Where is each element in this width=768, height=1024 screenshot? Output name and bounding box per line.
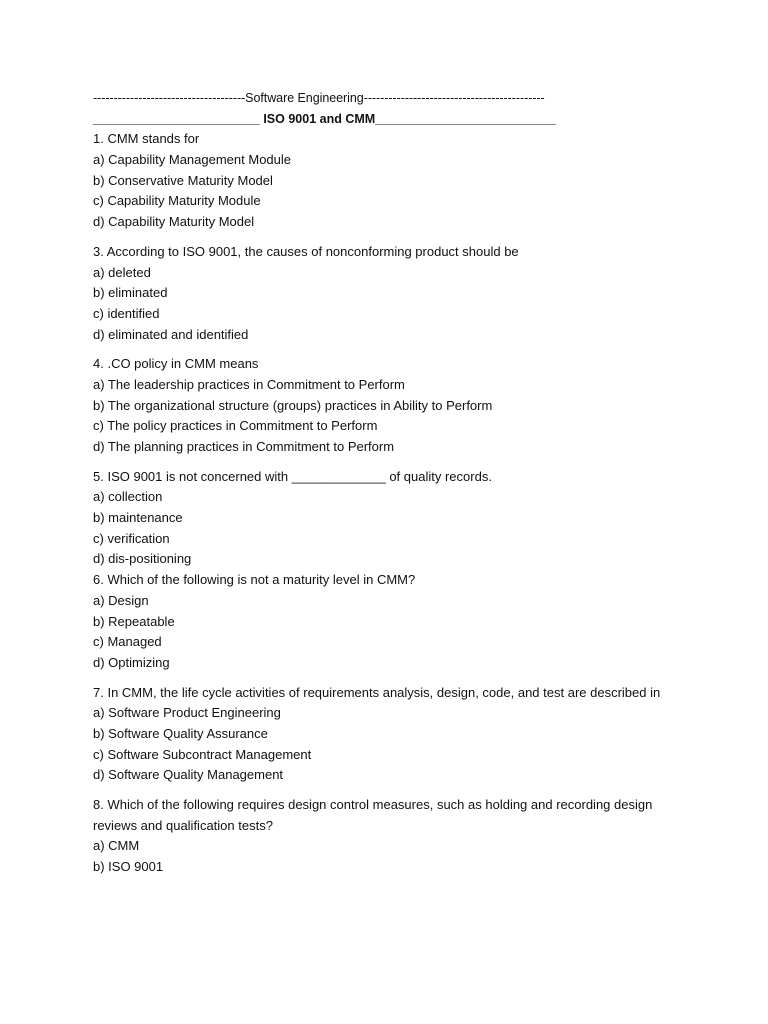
option-c: c) Managed bbox=[93, 634, 162, 650]
option-a: a) Software Product Engineering bbox=[93, 705, 281, 721]
document-header bbox=[93, 88, 693, 109]
option-d: d) Optimizing bbox=[93, 654, 170, 670]
subheader-title: ISO 9001 and CMM bbox=[259, 111, 376, 126]
option-b: b) eliminated bbox=[93, 285, 168, 301]
option-d: d) Capability Maturity Model bbox=[93, 214, 255, 230]
header-dashes-left: ------------------------------------- bbox=[93, 91, 246, 105]
option-b: b) The organizational structure (groups) practices in Ability to Perform bbox=[93, 397, 493, 413]
option-b: b) maintenance bbox=[93, 510, 183, 526]
option-c: c) Capability Maturity Module bbox=[93, 193, 261, 209]
document-subheader bbox=[93, 109, 693, 130]
question-3 bbox=[93, 242, 693, 345]
question-text: 4. .CO policy in CMM means bbox=[93, 356, 259, 372]
question-text: 5. ISO 9001 is not concerned with _____________ of quality records. bbox=[93, 468, 492, 484]
question-7 bbox=[93, 683, 693, 786]
option-a: a) Design bbox=[93, 592, 149, 608]
option-b: b) Conservative Maturity Model bbox=[93, 172, 273, 188]
document-page bbox=[93, 88, 693, 878]
option-d: d) The planning practices in Commitment to Perform bbox=[93, 439, 395, 454]
option-b: b) ISO 9001 bbox=[93, 859, 164, 875]
question-5 bbox=[93, 467, 693, 570]
subheader-underline-right: __________________________ bbox=[375, 111, 556, 126]
option-a: a) deleted bbox=[93, 264, 151, 280]
option-a: a) CMM bbox=[93, 838, 140, 854]
option-d: d) Software Quality Management bbox=[93, 767, 284, 783]
question-4 bbox=[93, 354, 693, 457]
option-c: c) Software Subcontract Management bbox=[93, 746, 312, 762]
question-8 bbox=[93, 795, 693, 878]
option-a: a) The leadership practices in Commitment to Perform bbox=[93, 376, 405, 392]
option-c: c) verification bbox=[93, 530, 170, 546]
question-6 bbox=[93, 570, 693, 673]
question-text: 1. CMM stands for bbox=[93, 131, 200, 147]
question-1 bbox=[93, 129, 693, 232]
option-b: b) Repeatable bbox=[93, 613, 175, 629]
header-title: Software Engineering bbox=[245, 91, 364, 105]
option-c: c) identified bbox=[93, 305, 160, 321]
subheader-underline-left: ________________________ bbox=[93, 111, 260, 126]
question-text: 6. Which of the following is not a maturity level in CMM? bbox=[93, 572, 416, 588]
question-text: 3. According to ISO 9001, the causes of nonconforming product should be bbox=[93, 243, 519, 259]
question-text: 7. In CMM, the life cycle activities of requirements analysis, design, code, and test are described in bbox=[93, 684, 661, 700]
option-c: c) The policy practices in Commitment to Perform bbox=[93, 418, 378, 434]
option-a: a) collection bbox=[93, 489, 163, 505]
option-d: d) dis-positioning bbox=[93, 551, 192, 567]
option-a: a) Capability Management Module bbox=[93, 152, 291, 168]
header-dashes-right: -------------------------------------------- bbox=[363, 91, 545, 105]
option-d: d) eliminated and identified bbox=[93, 326, 249, 342]
question-text: 8. Which of the following requires design control measures, such as holding and recording design reviews and qualification tests? bbox=[93, 797, 653, 833]
option-b: b) Software Quality Assurance bbox=[93, 725, 268, 741]
